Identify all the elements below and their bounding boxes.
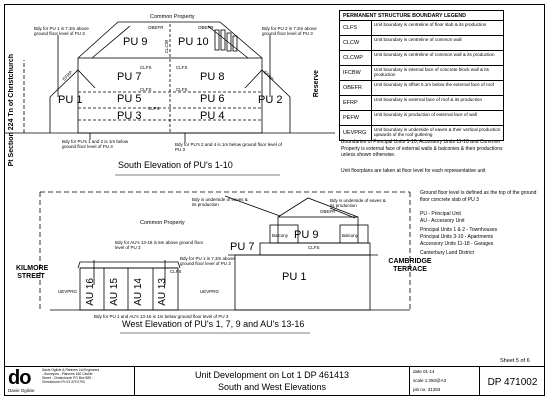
south-bdy-top-right: Bdy for PU 2 is 7.3m above ground floor level of PU 3 [262,26,317,36]
west-pu1: PU 1 [282,271,307,283]
south-code-clfs-4: CLFS [176,87,188,92]
south-pu5: PU 5 [117,93,142,105]
note-floorplans: Unit floorplans are taken at floor level for each representative unit [341,168,486,174]
west-cambridge-terrace: CAMBRIDGE TERRACE [388,258,432,274]
south-common-property: Common Property [150,14,195,20]
south-code-obefr-2: OBEFR [198,25,214,30]
west-au14: AU 14 [133,278,144,306]
legend-code: OBEFR [340,81,372,95]
dp-number: DP 471002 [487,377,538,388]
job-number: job no. 31393 [413,387,441,392]
south-pu9: PU 9 [123,36,148,48]
south-left-property: Pt Section 224 Tn of Christchurch [8,54,15,167]
note-pu12: Principal Units 1 & 2 - Townhouses [420,227,498,233]
south-bdy-top-left: Bdy for PU 1 is 7.3m above ground floor level of PU 3 [34,26,89,36]
south-code-obefr-1: OBEFR [148,25,164,30]
legend-title: PERMANENT STRUCTURE BOUNDARY LEGEND [340,11,503,21]
south-code-clfs-1: CLFS [140,65,152,70]
west-common-property: Common Property [140,220,185,226]
west-bdy-bottom: Bdy for PU 1 and AU's 13-16 is 1m below ground floor level of PU 3 [94,314,229,319]
south-pu1: PU 1 [58,94,83,106]
legend-desc: Unit boundary is offset 0.1m below the external face of roof [374,82,494,87]
west-balcony-left: Balcony [272,233,289,238]
west-balcony-right: Balcony [342,233,359,238]
west-bdy-au: Bdy for AU's 13-16 is 6m above ground floor level of PU 3 [115,240,204,250]
south-pu2: PU 2 [258,94,283,106]
south-bdy-bottom-right: Bdy for PU's 2 and 4 is 1m below ground floor level of PU 3 [175,142,282,152]
legend-code: CLCWP [340,51,372,65]
south-bdy-bottom-left: Bdy for PU's 1 and 2 is 1m below ground floor level of PU 3 [62,139,129,149]
south-pu8: PU 8 [200,71,225,83]
legend-code: EFRP [340,96,372,110]
west-bdy-eaves-left: Bdy is underside of eaves & its production [192,197,248,207]
title-block-dp [480,366,545,396]
west-code-clfs-1: CLFS [308,245,320,250]
legend-code: PEFW [340,111,372,125]
legend-code: CLCW [340,36,372,50]
drawing-title-line2: South and West Elevations [218,382,326,392]
legend-desc: Unit boundary is centreline of common wall & its production [374,52,495,57]
title-block-meta [410,366,480,396]
title-block-title [135,366,410,396]
south-caption: South Elevation of PU's 1-10 [118,160,233,170]
legend-desc: Unit boundary is centreline of common wall [374,37,462,42]
note-boundaries: Boundaries of Principal Units 1-10, Accessory Units 11-18 and Common Property is external face of external walls & balconies & their productions unless shown otherwise. [341,139,503,158]
legend-code: UEVPRG [340,126,372,140]
south-right-reserve: Reserve [313,70,320,98]
note-pu310: Principal Units 3-10 - Apartments [420,234,494,240]
west-code-clfs-2: CLFS [170,269,182,274]
legend-desc: Unit boundary is production of external face of wall [374,112,477,117]
west-pu9: PU 9 [294,229,319,241]
note-district: Canterbury Land District [420,250,474,256]
west-code-uevprg-left: UEVPRG [58,289,78,294]
note-ground-floor: Ground floor level is defined as the top of the ground floor concrete slab of PU 3 [420,190,537,203]
drawing-scale: scale 1:250@A3 [413,378,447,383]
note-au1118: Accessory Units 11-18 - Garages [420,241,494,247]
west-caption: West Elevation of PU's 1, 7, 9 and AU's 13-16 [122,319,305,329]
legend-desc: Unit boundary is external face of roof & its production [374,97,483,102]
drawing-title-line1: Unit Development on Lot 1 DP 461413 [195,370,349,380]
drawing-date: date 01-14 [413,369,435,374]
west-pu7: PU 7 [230,241,255,253]
south-code-efrp-left: EFRP [61,69,74,82]
west-bdy-eaves-right: Bdy is underside of eaves & its production [330,198,386,208]
legend-desc: Unit boundary is centreline of floor slab & its production [374,22,487,27]
south-code-clcw: CLCW [164,40,169,54]
firm-detail: Davie Ogilvie & Partners Ltd Engineers - Surveyors - Planners 160 Cashel Street - Christchurch PO Box 589 - Christchurch Ph 03 379 0793 [42,368,100,384]
legend-desc: Unit boundary is underside of eaves & their vertical production upwards of the roof guttering [374,127,501,138]
legend-code: CLFS [340,21,372,35]
west-kilmore-street: KILMORE STREET [16,265,49,281]
west-bdy-pu1: Bdy for PU 1 is 7.3m above ground floor level of PU 3 [180,256,235,266]
title-block-firm [5,366,135,396]
firm-logo: do [8,367,31,389]
south-pu7: PU 7 [117,71,142,83]
south-code-clfs-5: CLFS [148,106,160,111]
note-pu-def: PU - Principal Unit [420,211,461,217]
note-au-def: AU - Accessory Unit [420,218,465,224]
legend-code: IFCBW [340,66,372,80]
south-pu6: PU 6 [200,93,225,105]
south-pu10: PU 10 [178,36,209,48]
legend-desc: Unit boundary is internal face of concrete block wall & its production [374,67,489,78]
south-code-clfs-2: CLFS [176,65,188,70]
west-code-obefr: OBEFR [320,209,336,214]
south-pu4: PU 4 [200,110,225,122]
west-au16: AU 16 [85,278,96,306]
south-code-clfs-3: CLFS [140,87,152,92]
south-code-efrp-right: EFRP [262,69,275,82]
west-au13: AU 13 [157,278,168,306]
south-pu3: PU 3 [117,110,142,122]
firm-name: Davie Ogilvie [8,388,35,393]
sheet-number: Sheet 5 of 6 [500,358,530,364]
west-code-uevprg-right: UEVPRG [200,289,220,294]
west-au15: AU 15 [109,278,120,306]
